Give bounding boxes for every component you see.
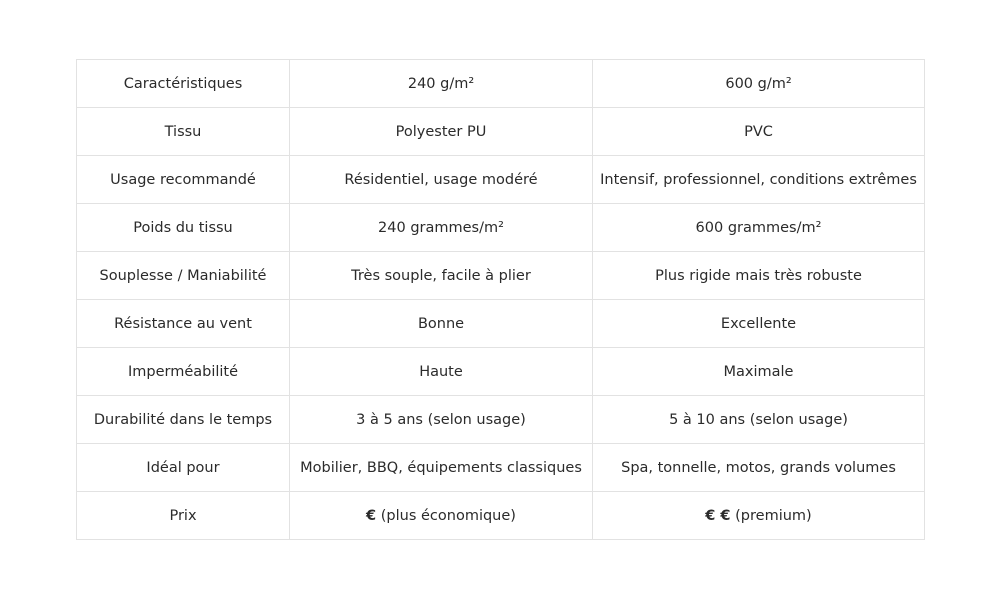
row-value-600: PVC bbox=[593, 108, 925, 156]
row-value-240: 3 à 5 ans (selon usage) bbox=[290, 396, 593, 444]
euro-symbol: € bbox=[366, 507, 377, 524]
row-label: Imperméabilité bbox=[77, 348, 290, 396]
row-label: Usage recommandé bbox=[77, 156, 290, 204]
euro-symbol: € € bbox=[705, 507, 731, 524]
row-value-240: 240 grammes/m² bbox=[290, 204, 593, 252]
row-label: Tissu bbox=[77, 108, 290, 156]
table-header-row bbox=[77, 60, 925, 108]
table-row bbox=[77, 396, 925, 444]
row-label: Souplesse / Maniabilité bbox=[77, 252, 290, 300]
price-note-600: (premium) bbox=[730, 507, 812, 524]
header-600: 600 g/m² bbox=[593, 60, 925, 108]
row-label: Poids du tissu bbox=[77, 204, 290, 252]
row-value-240: Polyester PU bbox=[290, 108, 593, 156]
header-characteristics: Caractéristiques bbox=[77, 60, 290, 108]
row-value-600: 600 grammes/m² bbox=[593, 204, 925, 252]
table-row bbox=[77, 108, 925, 156]
row-value-600: Excellente bbox=[593, 300, 925, 348]
table-row-price bbox=[77, 492, 925, 540]
row-label: Durabilité dans le temps bbox=[77, 396, 290, 444]
price-value-240 bbox=[290, 492, 593, 540]
price-note-240: (plus économique) bbox=[376, 507, 516, 524]
header-240: 240 g/m² bbox=[290, 60, 593, 108]
table-row bbox=[77, 444, 925, 492]
price-value-600 bbox=[593, 492, 925, 540]
table-row bbox=[77, 156, 925, 204]
row-value-600: 5 à 10 ans (selon usage) bbox=[593, 396, 925, 444]
row-value-240: Très souple, facile à plier bbox=[290, 252, 593, 300]
row-value-240: Résidentiel, usage modéré bbox=[290, 156, 593, 204]
row-label-price: Prix bbox=[77, 492, 290, 540]
row-value-600: Spa, tonnelle, motos, grands volumes bbox=[593, 444, 925, 492]
row-value-240: Haute bbox=[290, 348, 593, 396]
row-value-240: Bonne bbox=[290, 300, 593, 348]
row-value-600: Plus rigide mais très robuste bbox=[593, 252, 925, 300]
row-value-240: Mobilier, BBQ, équipements classiques bbox=[290, 444, 593, 492]
row-value-600: Intensif, professionnel, conditions extrêmes bbox=[593, 156, 925, 204]
comparison-table-container bbox=[76, 59, 925, 540]
table-row bbox=[77, 252, 925, 300]
comparison-table bbox=[76, 59, 925, 540]
table-row bbox=[77, 204, 925, 252]
row-value-600: Maximale bbox=[593, 348, 925, 396]
table-row bbox=[77, 300, 925, 348]
row-label: Résistance au vent bbox=[77, 300, 290, 348]
table-row bbox=[77, 348, 925, 396]
row-label: Idéal pour bbox=[77, 444, 290, 492]
